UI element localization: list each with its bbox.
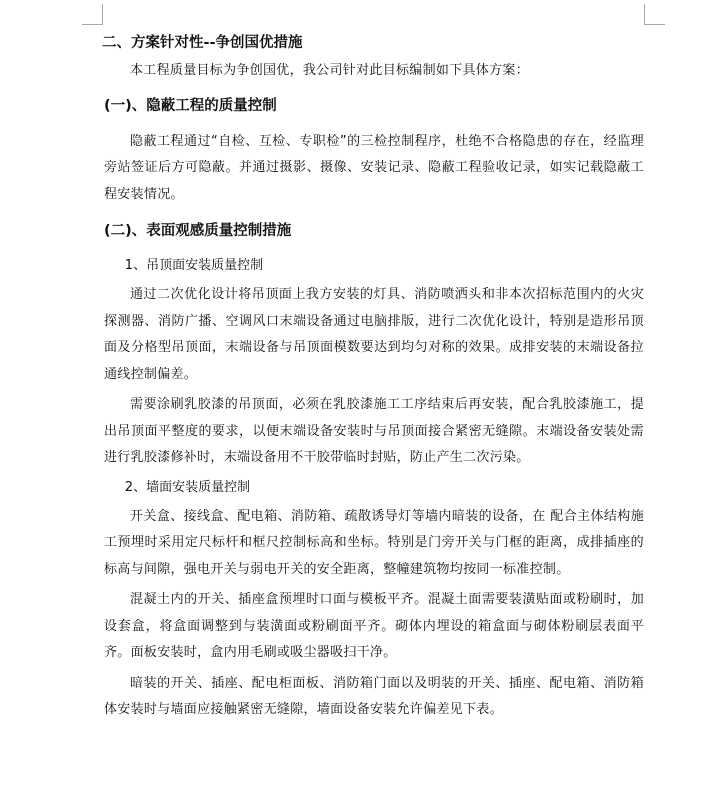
sub1-title: 1、吊顶面安装质量控制: [124, 258, 264, 273]
page-corner-mark-left: [82, 4, 103, 25]
sub1-paragraph-2: 需要涂刷乳胶漆的吊顶面，必须在乳胶漆施工工序结束后再安装，配合乳胶漆施工，提出吊顶面平整度的要求，以便末端设备安装时与吊顶面接合紧密无缝隙。末端设备安装处需进行乳胶漆修补时，末端设备用不干胶带临时封贴，防止产生二次污染。: [104, 397, 644, 465]
part1-heading: (一)、隐蔽工程的质量控制: [104, 97, 277, 114]
sub2-paragraph-3: 暗装的开关、插座、配电柜面板、消防箱门面以及明装的开关、插座、配电箱、消防箱体安装时与墙面应接触紧密无缝隙，墙面设备安装允许偏差见下表。: [104, 675, 644, 717]
part1-paragraph: 隐蔽工程通过“自检、互检、专职检”的三检控制程序，杜绝不合格隐患的存在，经监理旁站签证后方可隐蔽。并通过摄影、摄像、安装记录、隐蔽工程验收记录，如实记载隐蔽工程安装情况。: [104, 133, 644, 202]
sub2-paragraph-2: 混凝土内的开关、插座盒预埋时口面与模板平齐。混凝土面需要装潢贴面或粉刷时，加设套盒，将盒面调整到与装潢面或粉刷面平齐。砌体内埋设的箱盒面与砌体粉刷层表面平齐。面板安装时，盒内用毛刷或吸尘器吸扫干净。: [104, 592, 644, 660]
document-body: [104, 32, 644, 724]
sub2-paragraph-1: 开关盒、接线盒、配电箱、消防箱、疏散诱导灯等墙内暗装的设备，在 配合主体结构施工预埋时采用定尺标杆和框尺控制标高和坐标。特别是门旁开关与门框的距离，成排插座的标高与间隙，强电开关与弱电开关的安全距离，整幢建筑物均按同一标准控制。: [104, 508, 644, 577]
page-corner-mark-right: [644, 4, 665, 25]
part2-heading: (二)、表面观感质量控制措施: [104, 223, 292, 239]
sub1-paragraph-1: 通过二次优化设计将吊顶面上我方安装的灯具、消防喷洒头和非本次招标范围内的火灾探测器、消防广播、空调风口末端设备通过电脑排版，进行二次优化设计，特别是造形吊顶面及分格型吊顶面，末端设备与吊顶面模数要达到均匀对称的效果。成排安装的末端设备拉通线控制偏差。: [104, 287, 644, 382]
section-title: 二、方案针对性--争创国优措施: [102, 35, 303, 51]
intro-paragraph: 本工程质量目标为争创国优，我公司针对此目标编制如下具体方案：: [130, 63, 530, 78]
sub2-title: 2、墙面安装质量控制: [124, 479, 251, 495]
